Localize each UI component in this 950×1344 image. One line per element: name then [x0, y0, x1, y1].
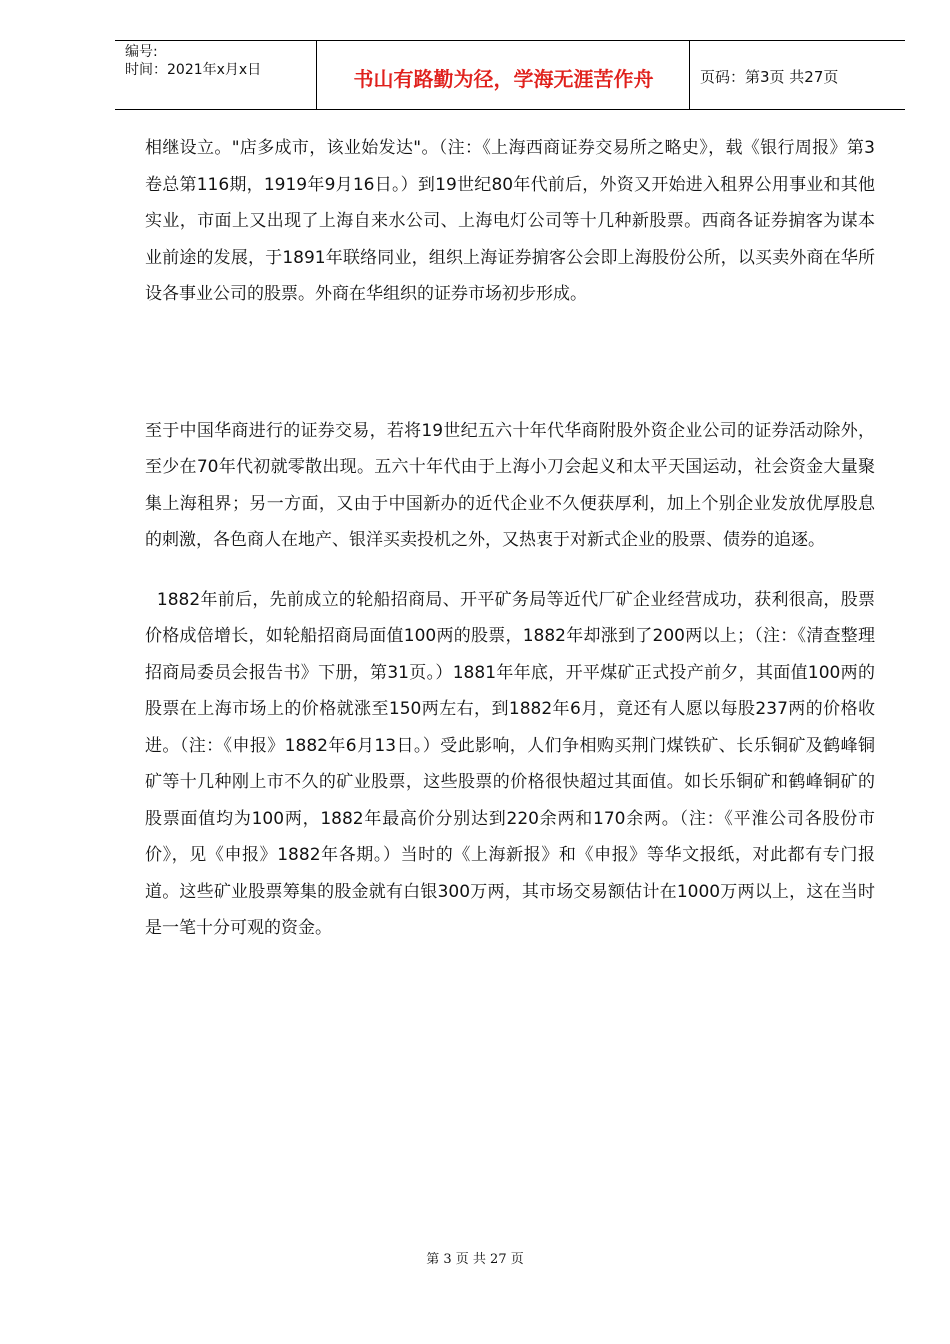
header-page-cell: [690, 41, 905, 109]
header-page-info: 页码：第3页 共27页: [700, 68, 839, 86]
paragraph-2: 至于中国华商进行的证券交易，若将19世纪五六十年代华商附股外资企业公司的证券活动除外，至少在70年代初就零散出现。五六十年代由于上海小刀会起义和太平天国运动，社会资金大量聚集上海租界；另一方面，又由于中国新办的近代企业不久便获厚利，加上个别企业发放优厚股息的刺激，各色商人在地产、银洋买卖投机之外，又热衷于对新式企业的股票、债券的追逐。: [145, 420, 875, 550]
document-body: [145, 130, 875, 947]
paragraph-1: 相继设立。"店多成市，该业始发达"。（注：《上海西商证券交易所之略史》，载《银行周报》第3卷总第116期，1919年9月16日。）到19世纪80年代前后，外资又开始进入租界公用事业和其他实业，市面上又出现了上海自来水公司、上海电灯公司等十几种新股票。西商各证券掮客为谋本业前途的发展，于1891年联络同业，组织上海证券掮客公会即上海股份公所，以买卖外商在华所设各事业公司的股票。外商在华组织的证券市场初步形成。: [145, 138, 875, 304]
time-label: 时间：2021年x月x日: [125, 62, 262, 78]
header-motto: 书山有路勤为径，学海无涯苦作舟: [353, 67, 654, 91]
header-motto-cell: [317, 41, 690, 109]
serial-number-label: 编号:: [125, 44, 158, 60]
header-meta-cell: [115, 41, 317, 109]
paragraph-3: 1882年前后，先前成立的轮船招商局、开平矿务局等近代厂矿企业经营成功，获利很高，股票价格成倍增长，如轮船招商局面值100两的股票，1882年却涨到了200两以上；（注：《清查整理招商局委员会报告书》下册，第31页。）1881年年底，开平煤矿正式投产前夕，其面值100两的股票在上海市场上的价格就涨至150两左右，到1882年6月，竟还有人愿以每股237两的价格收进。（注：《申报》1882年6月13日。）受此影响，人们争相购买荆门煤铁矿、长乐铜矿及鹤峰铜矿等十几种刚上市不久的矿业股票，这些股票的价格很快超过其面值。如长乐铜矿和鹤峰铜矿的股票面值均为100两，1882年最高价分别达到220余两和170余两。（注：《平淮公司各股份市价》，见《申报》1882年各期。）当时的《上海新报》和《申报》等华文报纸，对此都有专门报道。这些矿业股票筹集的股金就有白银300万两，其市场交易额估计在1000万两以上，这在当时是一笔十分可观的资金。: [145, 589, 875, 938]
page-header: [115, 40, 905, 110]
page-footer: 第 3 页 共 27 页: [426, 1252, 524, 1267]
